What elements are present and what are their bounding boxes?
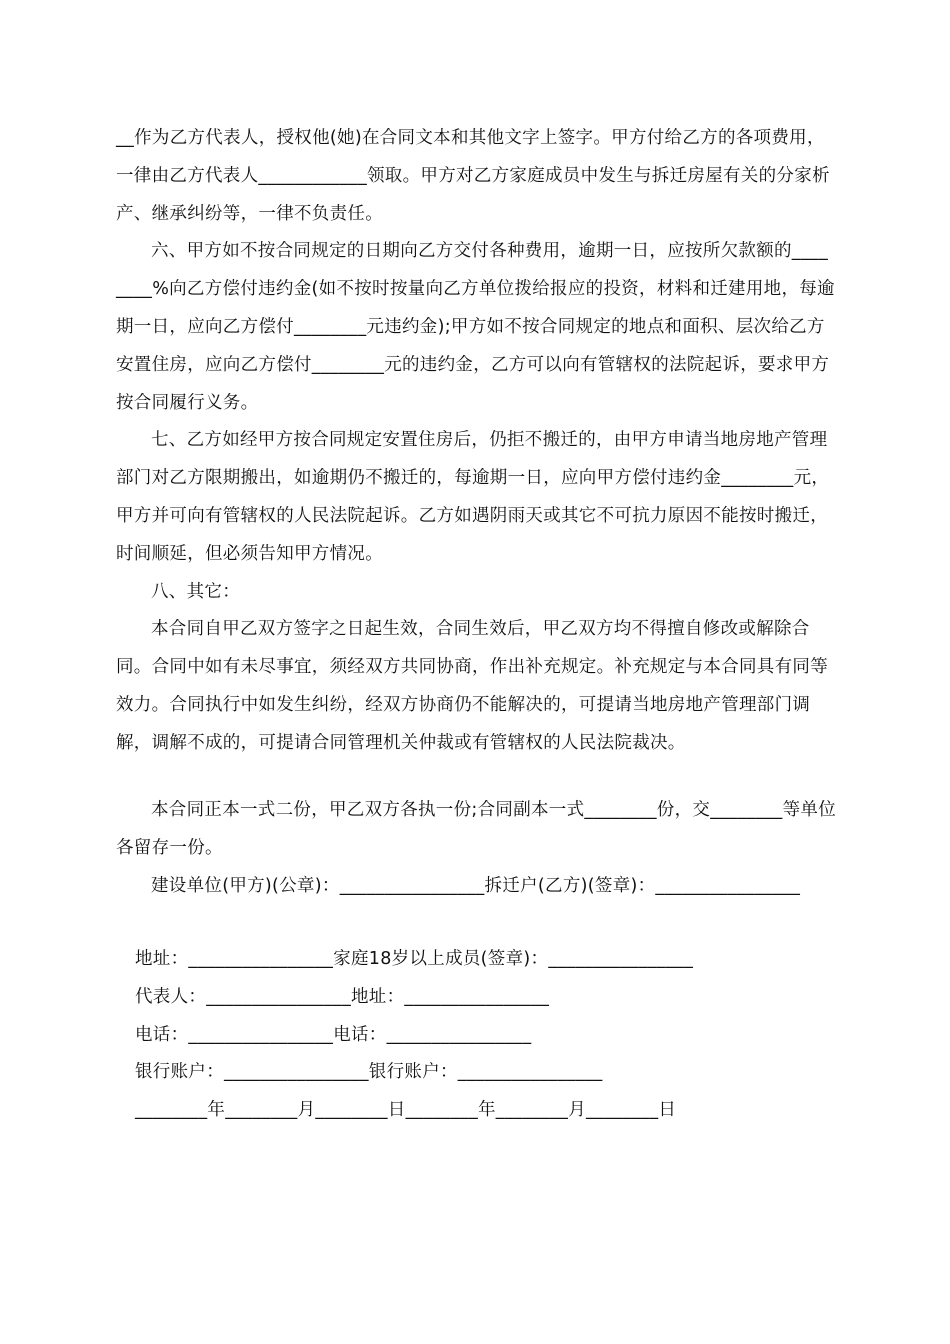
clause-six: 六、甲方如不按合同规定的日期向乙方交付各种费用，逾期一日，应按所欠款额的________%向乙方偿付违约金(如不按时按量向乙方单位拨给报应的投资，材料和迁建用地，每逾期一日，应向乙方偿付________元违约金);甲方如不按合同规定的地点和面积、层次给乙方安置住房，应向乙方偿付________元的违约金，乙方可以向有管辖权的法院起诉，要求甲方按合同履行义务。 [116, 241, 835, 413]
clause-eight-body: 本合同自甲乙双方签字之日起生效，合同生效后，甲乙双方均不得擅自修改或解除合同。合同中如有未尽事宜，须经双方共同协商，作出补充规定。补充规定与本合同具有同等效力。合同执行中如发生纠纷，经双方协商仍不能解决的，可提请当地房地产管理部门调解，调解不成的，可提请合同管理机关仲裁或有管辖权的人民法院裁决。 [116, 619, 828, 753]
clause-seven: 七、乙方如经甲方按合同规定安置住房后，仍拒不搬迁的，由甲方申请当地房地产管理部门对乙方限期搬出，如逾期仍不搬迁的，每逾期一日，应向甲方偿付违约金________元，甲方并可向有管辖权的人民法院起诉。乙方如遇阴雨天或其它不可抗力原因不能按时搬迁，时间顺延，但必须告知甲方情况。 [116, 430, 830, 564]
signature-address-line: 地址：________________家庭18岁以上成员(签章)：________________ [135, 949, 694, 969]
party-signatures: 建设单位(甲方)(公章)：________________拆迁户(乙方)(签章)：________________ [151, 875, 801, 896]
signature-bank-account-line: 银行账户：________________银行账户：________________ [135, 1062, 603, 1083]
signature-block [135, 941, 835, 1130]
clause-eight-heading: 八、其它： [151, 581, 240, 602]
signature-date-line: ________年________月________日________年________月________日 [135, 1100, 677, 1121]
signature-phone-line: 电话：________________电话：________________ [135, 1024, 532, 1045]
clause-five-continuation: __作为乙方代表人，授权他(她)在合同文本和其他文字上签字。甲方付给乙方的各项费用，一律由乙方代表人____________领取。甲方对乙方家庭成员中发生与拆迁房屋有关的分家析产、继承纠纷等，一律不负责任。 [116, 128, 830, 224]
closing-section [116, 792, 836, 905]
contract-body [116, 120, 836, 763]
copies-statement: 本合同正本一式二份，甲乙双方各执一份;合同副本一式________份，交________等单位各留存一份。 [116, 800, 836, 858]
signature-representative-line: 代表人：________________地址：________________ [135, 986, 550, 1007]
